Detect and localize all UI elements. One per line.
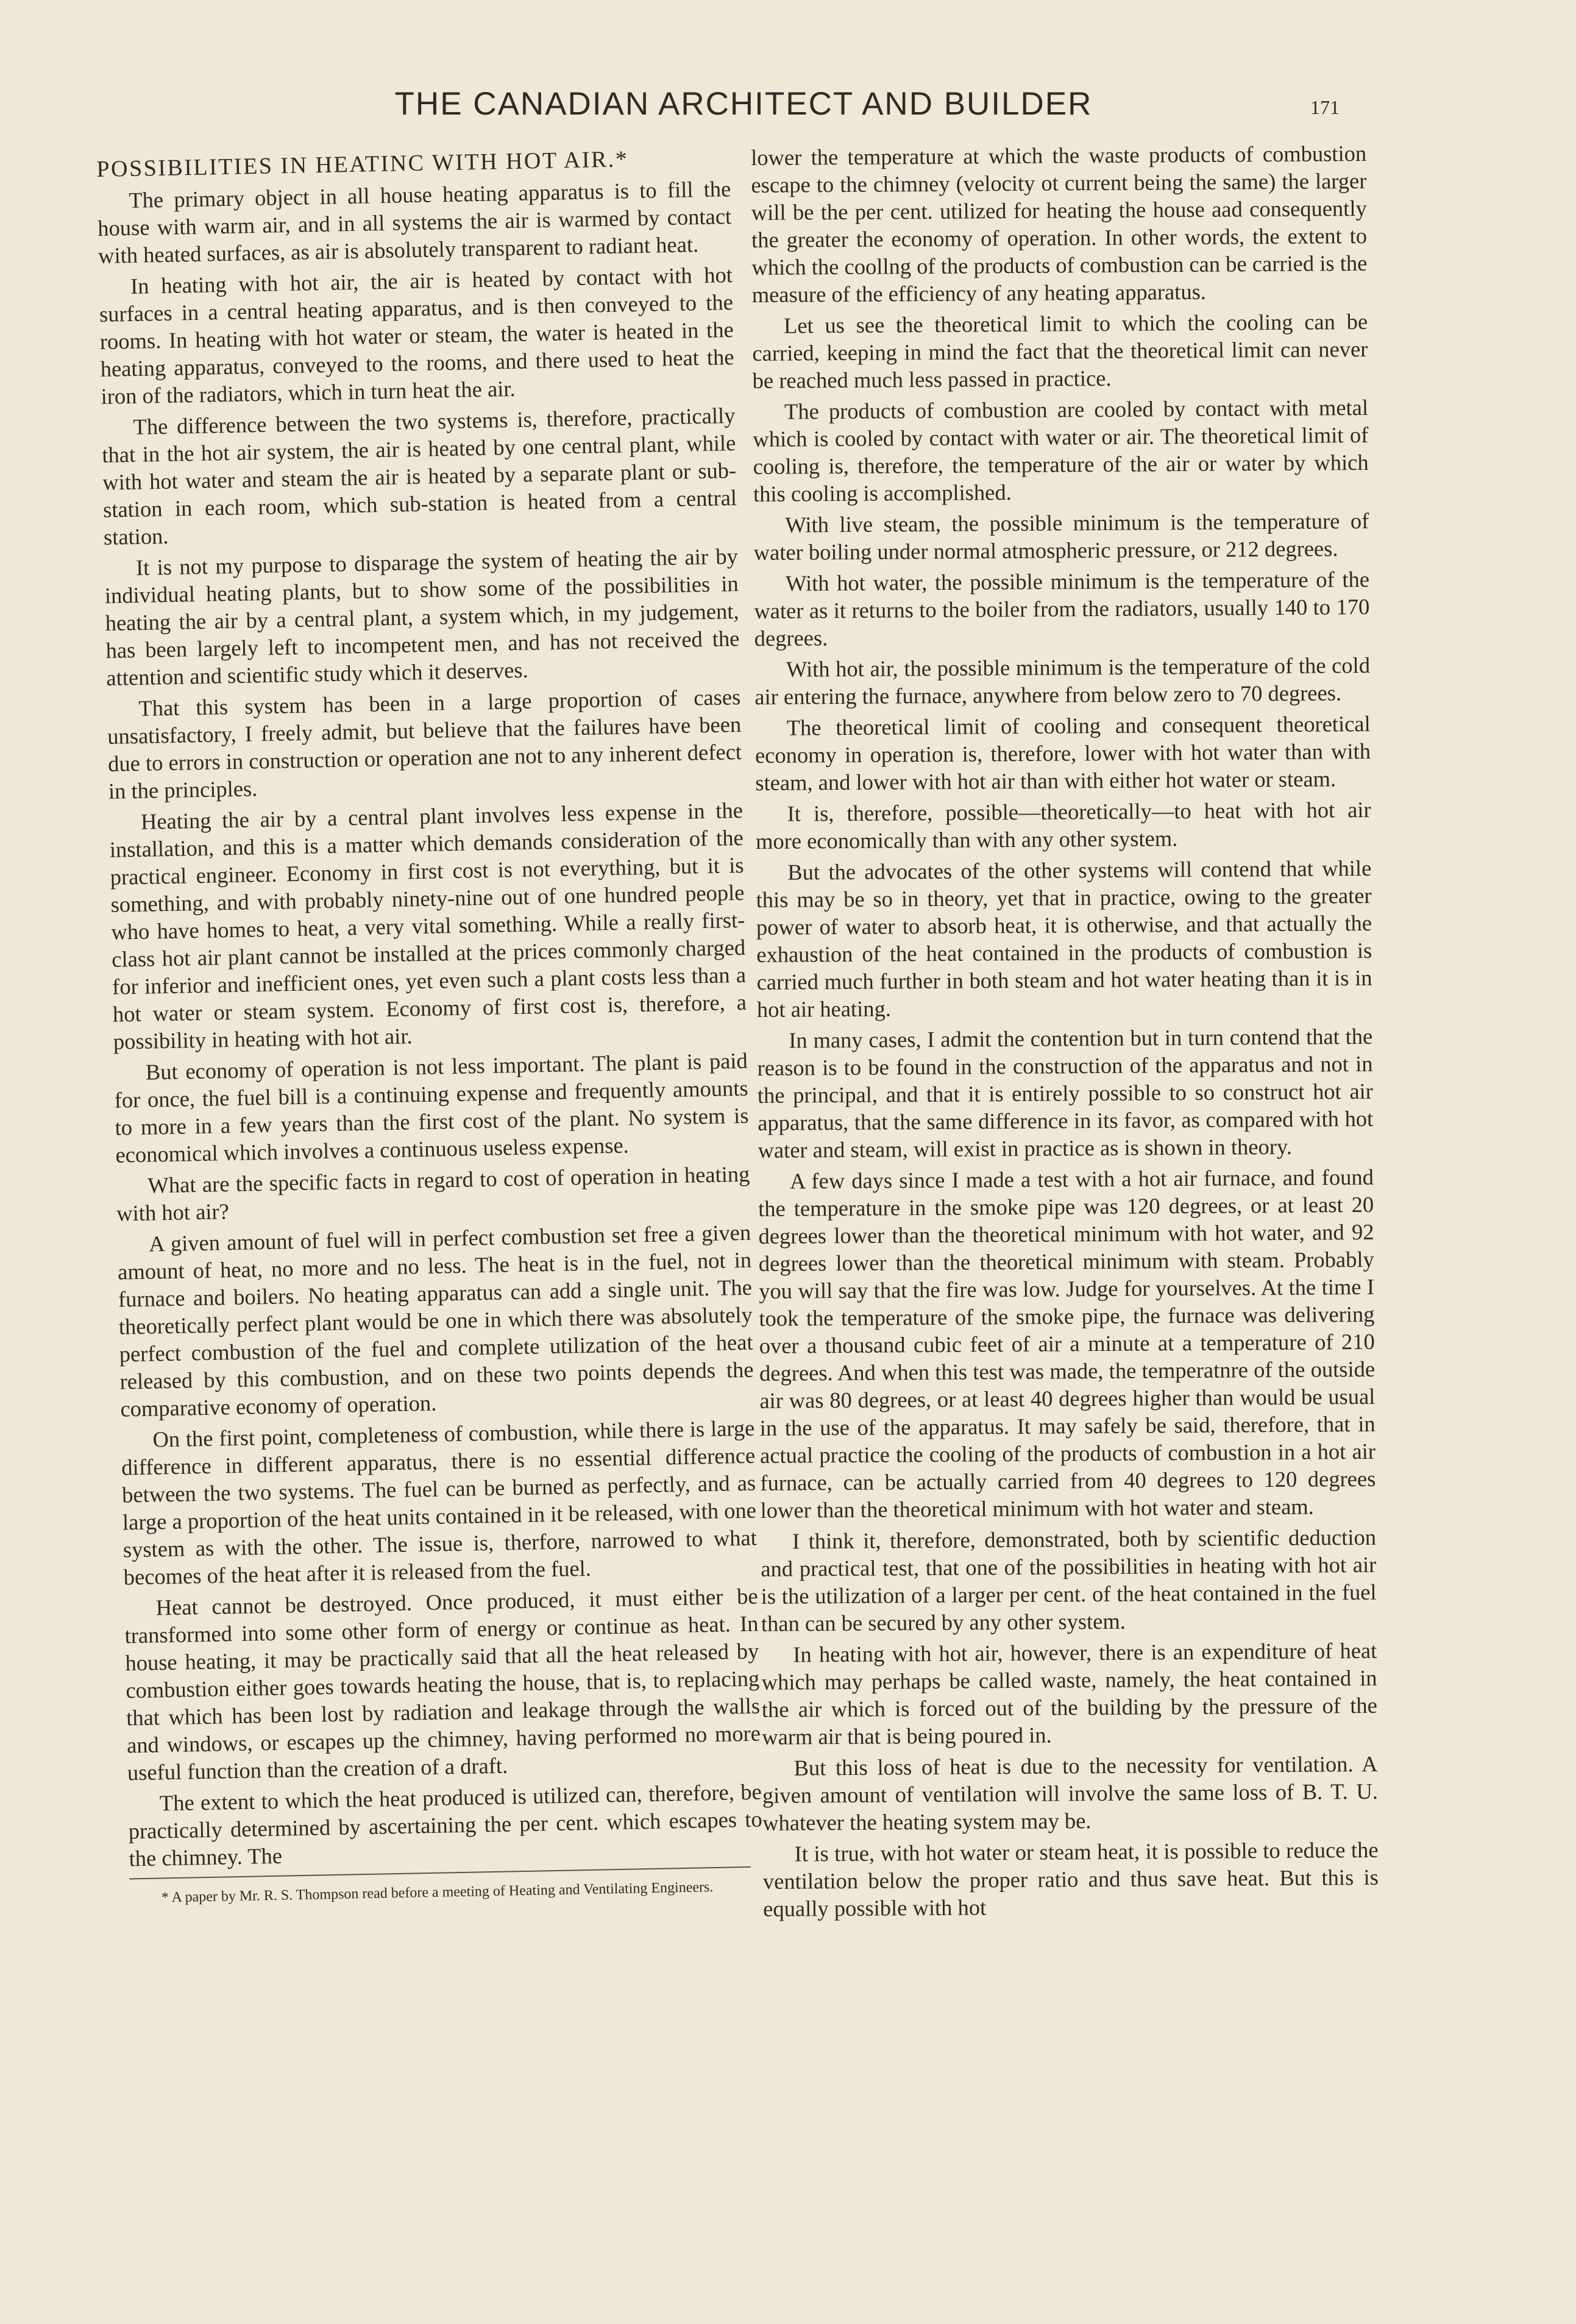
left-column (96, 144, 764, 1911)
paragraph: The difference between the two systems is, therefore, practically that in the hot air system, the air is heated by one central plant, while with hot water and steam the air is heated by a separate plant or sub-station in each room, which sub-station is heated from a central station. (102, 402, 737, 550)
paragraph: But this loss of heat is due to the necessity for ventilation. A given amount of ventilation will involve the same loss of B. T. U. whatever the heating system may be. (762, 1751, 1379, 1835)
paragraph: A few days since I made a test with a hot air furnace, and found the temperature in the smoke pipe was 120 degrees, or at least 20 degrees lower than the theoretical minimum with hot water, and 92 degrees lower than the theoretical minimum with steam. Probably you will say that the fire was low. Judge for yourselves. At the time I took the temperature of the smoke pipe, the furnace was delivering over a thousand cubic feet of air a minute at a temperature of 210 degrees. And when this test was made, the temperatnre of the outside air was 80 degrees, or at least 40 degrees higher than would be usual in the use of the apparatus. It may safely be said, therefore, that in actual practice the cooling of the products of combustion in a hot air furnace, can be actually carried from 40 degrees to 120 degrees lower than the theoretical minimum with hot water and steam. (758, 1164, 1376, 1523)
page-header (0, 85, 1576, 134)
paragraph: Let us see the theoretical limit to which the cooling can be carried, keeping in mind the fact that the theoretical limit can never be reached much less passed in practice. (752, 308, 1368, 393)
paragraph: Heating the air by a central plant involves less expense in the installation, and this is a matter which demands consideration of the practical engineer. Economy in first cost is not everything, but it is something, and with probably ninety-nine out of one hundred people who have homes to heat, a very vital something. While a really first-class hot air plant cannot be installed at the prices commonly charged for inferior and inefficient ones, yet even such a plant costs less than a hot water or steam system. Economy of first cost is, therefore, a possibility in heating with hot air. (109, 797, 747, 1054)
paragraph: But economy of operation is not less important. The plant is paid for once, the fuel bill is a continuing expense and frequently amounts to more in a few years than the first cost of the plant. No system is economical which involves a continuous useless expense. (114, 1047, 749, 1167)
paragraph: On the first point, completeness of combustion, while there is large difference in different apparatus, there is no essential difference between the two systems. The fuel can be burned as perfectly, and as large a proportion of the heat units contained in it be released, with one system as with the other. The issue is, therfore, narrowed to what becomes of the heat after it is released from the fuel. (121, 1415, 758, 1590)
footnote: * A paper by Mr. R. S. Thompson read before a meeting of Heating and Ventilating Engineers. (161, 1879, 714, 1906)
paragraph: That this system has been in a large proportion of cases unsatisfactory, I freely admit, but believe that the failures have been due to errors in construction or operation ane not to any inherent defect in the principles. (107, 684, 742, 804)
paragraph: With live steam, the possible minimum is the temperature of water boiling under normal atmospheric pressure, or 212 degrees. (753, 508, 1369, 565)
paragraph: The extent to which the heat produced is utilized can, therefore, be practically determined by ascertaining the per cent. which escapes to the chimney. The (128, 1779, 762, 1871)
page-number: 171 (1310, 96, 1340, 118)
paragraph: With hot air, the possible minimum is the temperature of the cold air entering the furnace, anywhere from below zero to 70 degrees. (754, 652, 1371, 709)
paragraph: It is, therefore, possible—theoretically—to heat with hot air more economically than with any other system. (755, 796, 1371, 854)
paragraph: In heating with hot air, the air is heated by contact with hot surfaces in a central heating apparatus, and is then conveyed to the rooms. In heating with hot water or steam, the water is heated in the heating apparatus, conveyed to the rooms, and there used to heat the iron of the radiators, which in turn heat the air. (99, 261, 734, 409)
paragraph-continued: lower the temperature at which the waste products of combustion escape to the chimney (velocity ot current being the same) the larger will be the per cent. utilized for heating the house aad consequently the greater the economy of operation. In other words, the extent to which the coollng of the products of combustion can be carried is the measure of the efficiency of any heating apparatus. (751, 140, 1368, 307)
paragraph: It is not my purpose to disparage the system of heating the air by individual heating plants, but to show some of the possibilities in heating the air by a central plant, a system which, in my judgement, has been largely left to incompetent men, and has not received the attention and scientific study which it deserves. (104, 543, 740, 690)
paragraph: In many cases, I admit the contention but in turn contend that the reason is to be found in the construction of the apparatus and not in the principal, and that it is entirely possible to so construct hot air apparatus, that the same difference in its favor, as compared with hot water and steam, will exist in practice as is shown in theory. (757, 1023, 1374, 1163)
paragraph: Heat cannot be destroyed. Once produced, it must either be transformed into some other form of energy or continue as heat. In house heating, it may be practically said that all the heat released by combustion either goes towards heating the house, that is, to replacing that which has been lost by radiation and leakage through the walls and windows, or escapes up the chimney, having performed no more useful function than the creation of a draft. (124, 1583, 761, 1785)
paragraph: With hot water, the possible minimum is the temperature of the water as it returns to the boiler from the radiators, usually 140 to 170 degrees. (754, 566, 1370, 651)
paragraph: The products of combustion are cooled by contact with metal which is cooled by contact with water or air. The theoretical limit of cooling is, therefore, the temperature of the air or water by which this cooling is accomplished. (753, 394, 1369, 506)
right-column (751, 140, 1379, 1926)
paragraph: A given amount of fuel will in perfect combustion set free a given amount of heat, no more and no less. The heat is in the fuel, not in furnace and boilers. No heating apparatus can add a single unit. The theoretically perfect plant would be one in which there was absolutely perfect combustion of the fuel and complete utilization of the heat released by this combustion, and on these two points depends the comparative economy of operation. (117, 1219, 754, 1422)
article-title: POSSIBILITIES IN HEATINC WITH HOT AIR.* (96, 146, 629, 182)
paragraph: I think it, therefore, demonstrated, both by scientific deduction and practical test, that one of the possibilities in heating with hot air is the utilization of a larger per cent. of the heat contained in the fuel than can be secured by any other system. (761, 1524, 1377, 1636)
running-title: THE CANADIAN ARCHITECT AND BUILDER (394, 86, 1093, 122)
paragraph: In heating with hot air, however, there is an expenditure of heat which may perhaps be called waste, namely, the heat contained in the air which is forced out of the building by the pressure of the warm air that is being poured in. (761, 1637, 1378, 1749)
paragraph: What are the specific facts in regard to cost of operation in heating with hot air? (116, 1161, 750, 1226)
paragraph: The primary object in all house heating apparatus is to fill the house with warm air, and in all systems the air is warmed by contact with heated surfaces, as air is absolutely transparent to radiant heat. (97, 176, 732, 268)
paragraph: The theoretical limit of cooling and consequent theoretical economy in operation is, therefore, lower with hot water than with steam, and lower with hot air than with either hot water or steam. (754, 710, 1371, 795)
paragraph: It is true, with hot water or steam heat, it is possible to reduce the ventilation below the proper ratio and thus save heat. But this is equally possible with hot (762, 1837, 1379, 1921)
paragraph: But the advocates of the other systems will contend that while this may be so in theory, yet that in practice, owing to the greater power of water to absorb heat, it is otherwise, and that actually the exhaustion of the heat contained in the products of combustion is carried much further in both steam and hot water heating than it is in hot air heating. (756, 855, 1372, 1022)
